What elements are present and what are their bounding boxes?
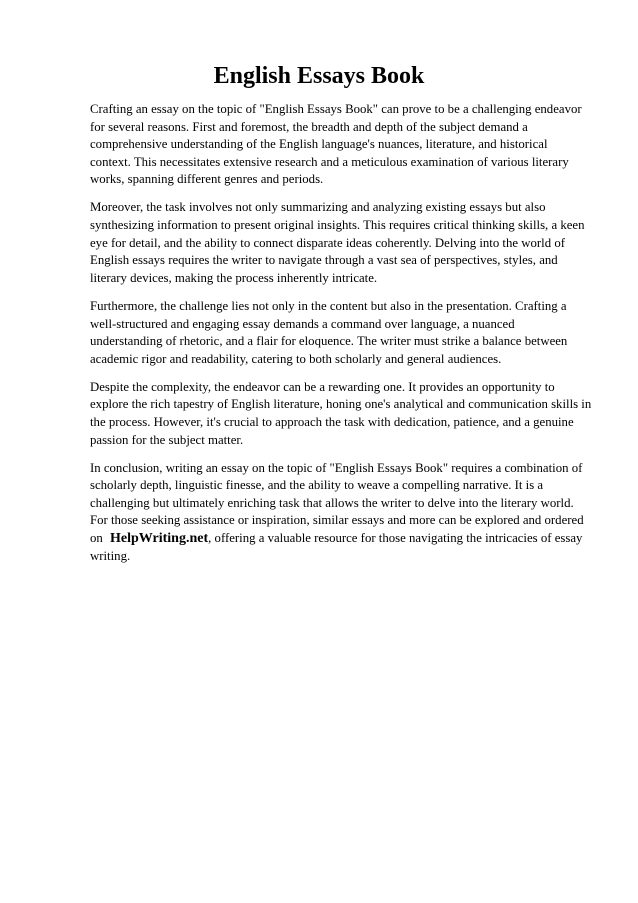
text-line: for several reasons. First and foremost, the breadth and depth of the subject demand a [90,119,528,134]
document-body [90,101,600,576]
text-line: eye for detail, and the ability to connect disparate ideas coherently. Delving into the world of [90,235,565,250]
text-line: challenging but ultimately enriching task that allows the writer to delve into the literary world. [90,495,574,510]
text-line: English essays requires the writer to navigate through a vast sea of perspectives, styles, and [90,253,558,268]
text-line: academic rigor and readability, catering to both scholarly and general audiences. [90,351,502,366]
text-line: passion for the subject matter. [90,432,244,447]
helpwriting-link[interactable]: HelpWriting.net [110,531,209,547]
text-line: understanding of rhetoric, and a flair for eloquence. The writer must strike a balance between [90,334,568,349]
link-suffix: , offering a valuable resource for those navigating the intricacies of essay [208,531,583,546]
text-line: In conclusion, writing an essay on the topic of "English Essays Book" requires a combination of [90,460,583,475]
text-line: well-structured and engaging essay demands a command over language, a nuanced [90,316,515,331]
text-line: scholarly depth, linguistic finesse, and the ability to weave a compelling narrative. It is a [90,478,544,493]
text-line: context. This necessitates extensive research and a meticulous examination of various literary [90,154,569,169]
text-line: Crafting an essay on the topic of "English Essays Book" can prove to be a challenging endeavor [90,102,582,116]
paragraph-3 [90,298,600,368]
text-line: literary devices, making the process inherently intricate. [90,270,378,285]
text-line: synthesizing information to present original insights. This requires critical thinking skills, a keen [90,218,585,233]
text-line: Furthermore, the challenge lies not only in the content but also in the presentation. Crafting a [90,298,567,313]
text-line: works, spanning different genres and periods. [90,172,324,187]
paragraph-2 [90,199,600,287]
text-line: comprehensive understanding of the English language's nuances, literature, and historical [90,137,548,152]
paragraph-4 [90,379,600,449]
text-line: writing. [90,548,131,563]
paragraph-conclusion [90,460,600,566]
link-prefix: on [90,531,106,546]
text-line: explore the rich tapestry of English literature, honing one's analytical and communication skills in [90,397,592,412]
text-line: Despite the complexity, the endeavor can be a rewarding one. It provides an opportunity to [90,379,555,394]
paragraph-1 [90,101,600,189]
page-title: English Essays Book [213,63,425,89]
text-line: the process. However, it's crucial to approach the task with dedication, patience, and a genuine [90,415,574,429]
text-line: For those seeking assistance or inspiration, similar essays and more can be explored and ordered [90,513,584,528]
text-line-with-link [90,530,600,548]
text-line: Moreover, the task involves not only summarizing and analyzing existing essays but also [90,200,546,215]
